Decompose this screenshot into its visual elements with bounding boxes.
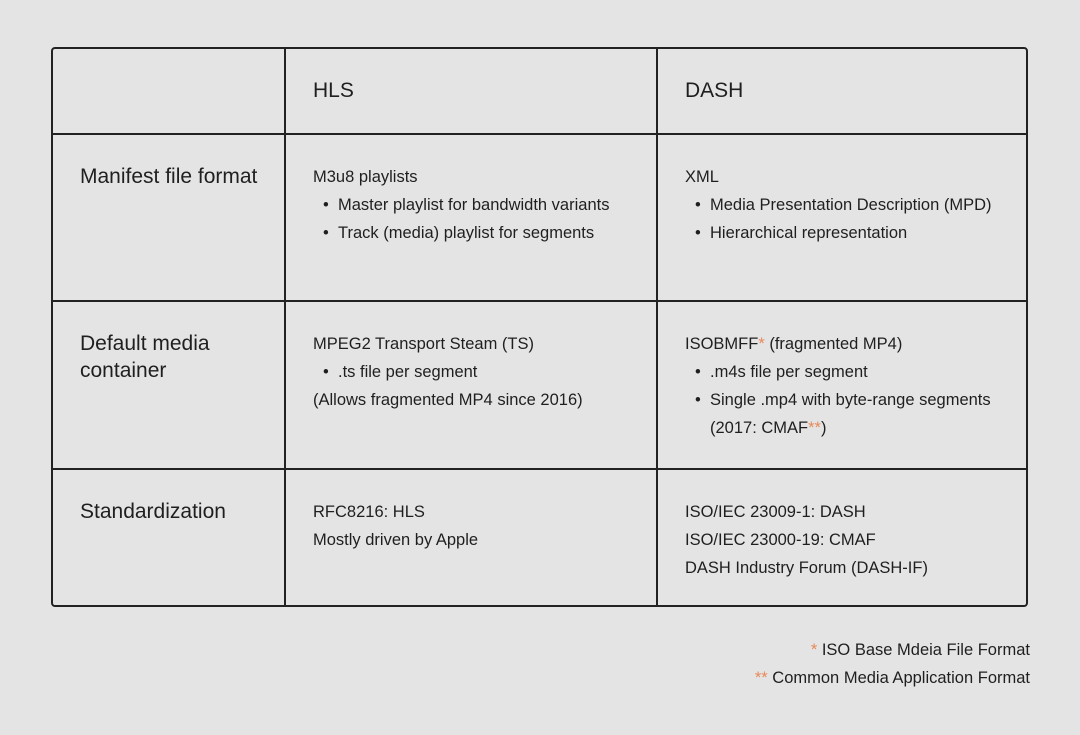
header-hls: HLS — [286, 49, 658, 135]
header-empty-cell — [53, 49, 286, 135]
row-label-standardization: Standardization — [53, 470, 286, 605]
cell-note: (Allows fragmented MP4 since 2016) — [313, 391, 583, 409]
cell-title: MPEG2 Transport Steam (TS) — [313, 335, 534, 353]
cell-line: ISO/IEC 23000-19: CMAF — [685, 531, 876, 549]
cell-dash-standardization — [658, 470, 1026, 605]
cell-dash-container — [658, 302, 1026, 470]
list-item: • Hierarchical representation — [685, 219, 1016, 247]
row-label-manifest: Manifest file format — [53, 135, 286, 302]
footnote-marker: ** — [808, 419, 821, 437]
cell-dash-manifest — [658, 135, 1026, 302]
cell-line: ISO/IEC 23009-1: DASH — [685, 503, 866, 521]
footnote-marker: * — [758, 335, 765, 353]
cell-title: ISOBMFF* (fragmented MP4) — [685, 335, 903, 353]
bullet-icon: • — [695, 391, 701, 409]
list-item: • .m4s file per segment — [685, 358, 1016, 386]
footnote-marker: * — [810, 641, 818, 659]
list-item-continuation: (2017: CMAF**) — [710, 419, 827, 437]
cell-hls-manifest — [286, 135, 658, 302]
cell-line: DASH Industry Forum (DASH-IF) — [685, 559, 928, 577]
footnote-marker: ** — [754, 669, 768, 687]
bullet-icon: • — [695, 224, 701, 242]
footnotes — [755, 636, 1030, 692]
cell-title: XML — [685, 168, 719, 186]
list-item: • Track (media) playlist for segments — [313, 219, 646, 247]
list-item: • Master playlist for bandwidth variants — [313, 191, 646, 219]
cell-hls-standardization — [286, 470, 658, 605]
cell-hls-container — [286, 302, 658, 470]
bullet-icon: • — [323, 196, 329, 214]
bullet-icon: • — [323, 363, 329, 381]
comparison-table — [51, 47, 1028, 607]
cell-line: RFC8216: HLS — [313, 503, 425, 521]
bullet-icon: • — [695, 363, 701, 381]
bullet-icon: • — [695, 196, 701, 214]
header-dash: DASH — [658, 49, 1026, 135]
list-item: • Media Presentation Description (MPD) — [685, 191, 1016, 219]
cell-title: M3u8 playlists — [313, 168, 418, 186]
bullet-icon: • — [323, 224, 329, 242]
row-label-container: Default media container — [53, 302, 286, 470]
list-item: • Single .mp4 with byte-range segments — [685, 386, 1016, 414]
footnote-cmaf: ** Common Media Application Format — [754, 669, 1030, 687]
footnote-isobmff: * ISO Base Mdeia File Format — [810, 641, 1030, 659]
cell-line: Mostly driven by Apple — [313, 531, 479, 549]
list-item: • .ts file per segment — [313, 358, 646, 386]
